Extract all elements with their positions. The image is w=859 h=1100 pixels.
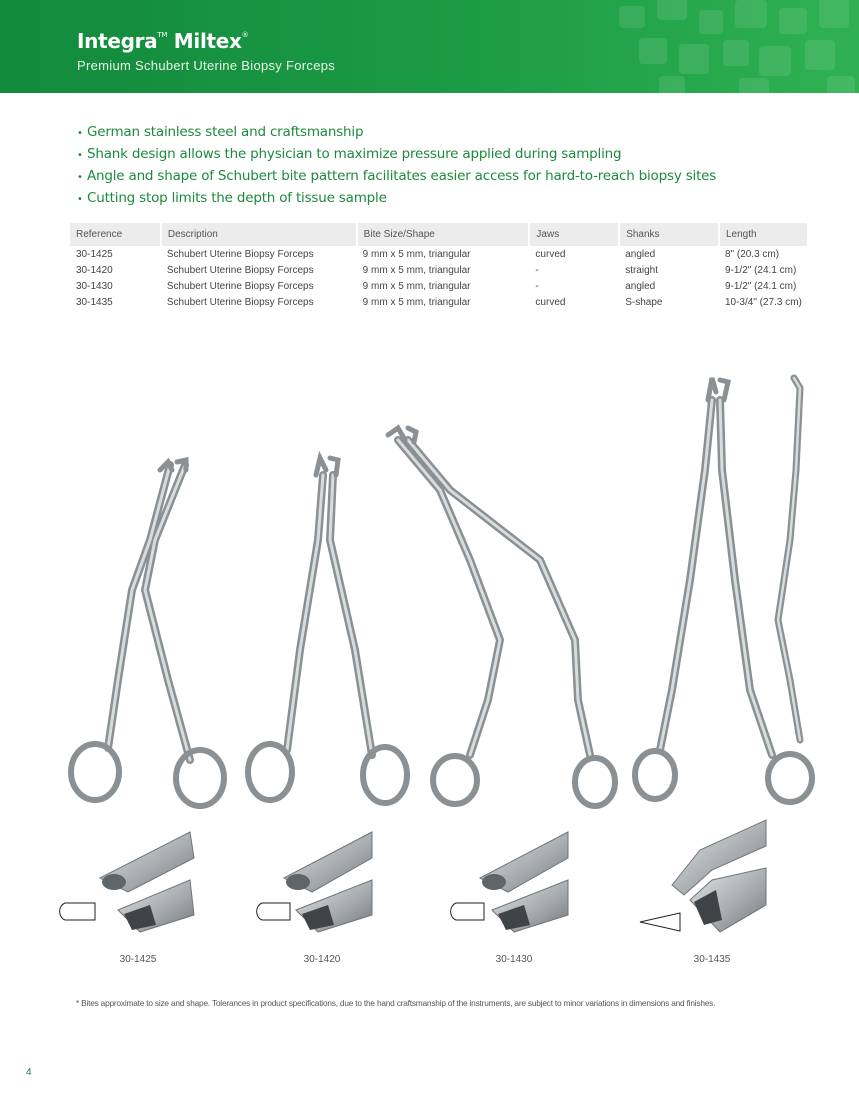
closeup-30-1420-image [257, 832, 372, 932]
feature-item: • Shank design allows the physician to maximize pressure applied during sampling [77, 144, 716, 166]
table-row [70, 262, 808, 278]
column-header: Description [161, 223, 357, 246]
table-cell: 9-1/2" (24.1 cm) [724, 280, 797, 292]
column-header: Bite Size/Shape [357, 223, 530, 246]
brand-logo: Integra™ Miltex® [77, 29, 249, 53]
feature-item: • German stainless steel and craftsmanship [77, 122, 716, 144]
table-cell: Schubert Uterine Biopsy Forceps [166, 248, 314, 260]
forceps-30-1425-image [71, 460, 224, 806]
table-cell: 9 mm x 5 mm, triangular [362, 264, 471, 276]
table-cell: straight [625, 264, 658, 276]
header-banner [0, 0, 859, 93]
decorative-tiles [599, 0, 859, 93]
closeup-30-1435-image [640, 820, 766, 932]
table-row [70, 278, 808, 294]
forceps-illustration [0, 360, 859, 980]
bullet-icon: • [77, 172, 83, 183]
table-cell: - [535, 264, 539, 276]
closeup-code: 30-1430 [495, 954, 533, 965]
forceps-30-1420-image [248, 458, 407, 803]
table-cell: Schubert Uterine Biopsy Forceps [166, 264, 314, 276]
closeup-code: 30-1420 [303, 954, 341, 965]
table-cell: 30-1425 [76, 248, 113, 260]
page-number: 4 [26, 1067, 32, 1078]
table-row [70, 246, 808, 262]
table-cell: S-shape [625, 296, 663, 308]
spec-table [70, 223, 809, 310]
feature-list [77, 122, 716, 210]
forceps-30-1430-image [388, 428, 615, 806]
table-cell: angled [625, 280, 656, 292]
table-cell: 9-1/2" (24.1 cm) [724, 264, 797, 276]
column-header: Jaws [529, 223, 619, 246]
closeup-code: 30-1435 [693, 954, 731, 965]
closeup-30-1425-image [60, 832, 194, 932]
bullet-icon: • [77, 194, 83, 205]
column-header: Reference [70, 223, 161, 246]
closeup-code: 30-1425 [119, 954, 157, 965]
table-cell: Schubert Uterine Biopsy Forceps [166, 280, 314, 292]
column-header: Shanks [619, 223, 719, 246]
table-cell: angled [625, 248, 656, 260]
table-cell: 10-3/4" (27.3 cm) [724, 296, 802, 308]
column-header: Length [719, 223, 808, 246]
table-cell: - [535, 280, 539, 292]
table-cell: 9 mm x 5 mm, triangular [362, 248, 471, 260]
closeup-30-1430-image [451, 832, 568, 932]
table-cell: curved [535, 296, 566, 308]
table-cell: 8" (20.3 cm) [724, 248, 780, 260]
table-cell: 9 mm x 5 mm, triangular [362, 280, 471, 292]
bullet-icon: • [77, 128, 83, 139]
table-header-row [70, 223, 808, 246]
table-cell: 30-1435 [76, 296, 113, 308]
feature-item: • Cutting stop limits the depth of tissue sample [77, 188, 716, 210]
footnote: * Bites approximate to size and shape. Tolerances in product specifications, due to the hand craftsmanship of the instruments, are subject to minor variations in dimensions and finishes. [76, 998, 716, 1008]
page-subtitle: Premium Schubert Uterine Biopsy Forceps [77, 58, 336, 73]
feature-item: • Angle and shape of Schubert bite pattern facilitates easier access for hard-to-reach biopsy sites [77, 166, 716, 188]
forceps-30-1435-image [635, 378, 812, 802]
table-row [70, 294, 808, 310]
table-cell: 30-1430 [76, 280, 113, 292]
table-cell: 30-1420 [76, 264, 113, 276]
bullet-icon: • [77, 150, 83, 161]
table-cell: Schubert Uterine Biopsy Forceps [166, 296, 314, 308]
table-cell: 9 mm x 5 mm, triangular [362, 296, 471, 308]
table-cell: curved [535, 248, 566, 260]
